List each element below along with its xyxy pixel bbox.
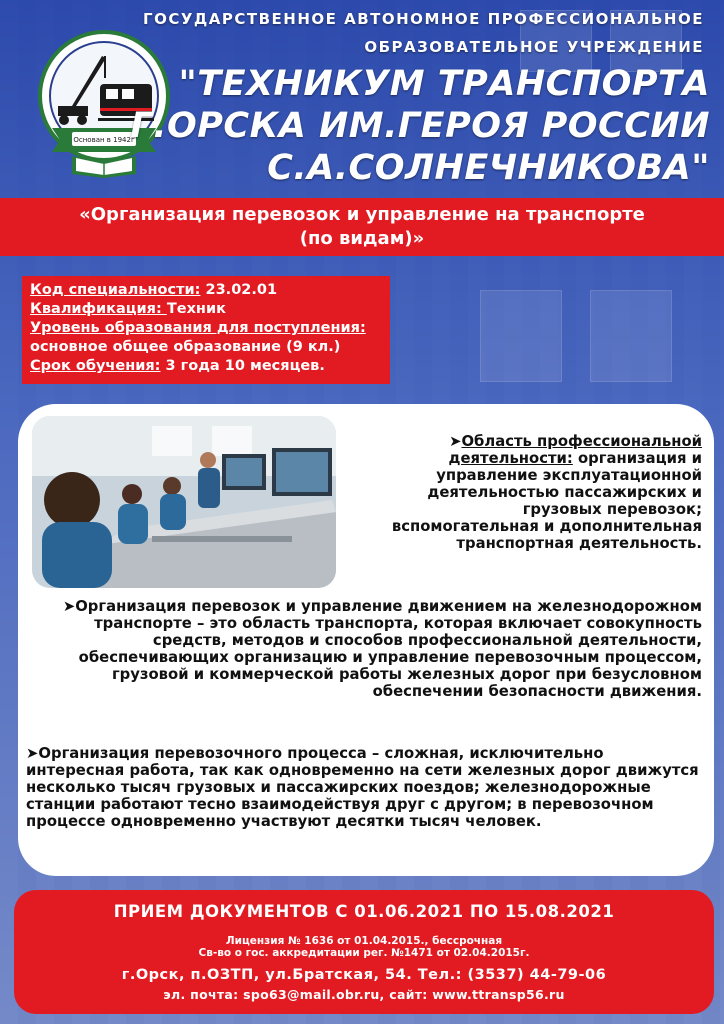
college-name-line-2: Г.ОРСКА ИМ.ГЕРОЯ РОССИИ: [130, 106, 710, 146]
education-level-value: основное общее образование (9 кл.): [30, 339, 341, 355]
qualification-label: Квалификация:: [30, 301, 167, 317]
education-level-label: Уровень образования для поступления:: [30, 320, 366, 336]
logo-founded: Основан в 1942г: [73, 136, 135, 144]
accreditation-text: Св-во о гос. аккредитации рег. №1471 от 02.04.2015г.: [198, 947, 530, 959]
arrow-icon: ➤: [26, 745, 39, 762]
study-term-label: Срок обучения:: [30, 358, 161, 374]
study-term: [30, 357, 382, 376]
professional-area-text: организация и управление эксплуатационной деятельностью пассажирских и грузовых перевозок; вспомогательная и дополнительная транспортная деятельность.: [391, 450, 702, 552]
arrow-icon: ➤: [62, 598, 76, 615]
specialty-title-band: [0, 198, 724, 256]
qualification-value: Техник: [166, 301, 226, 317]
license-info: [14, 935, 714, 959]
header-line-2: ОБРАЗОВАТЕЛЬНОЕ УЧРЕЖДЕНИЕ: [364, 38, 704, 56]
college-logo: [28, 28, 180, 180]
specialty-code: [30, 281, 382, 300]
college-name-line-3: С.А.СОЛНЕЧНИКОВА": [267, 148, 710, 188]
background-window: [590, 290, 672, 382]
students-control-room-photo: [32, 416, 336, 588]
college-name-line-1: "ТЕХНИКУМ ТРАНСПОРТА: [178, 64, 710, 104]
transport-process-text: Организация перевозочного процесса – сложная, исключительно интересная работа, так как одновременно на сети железных дорог движутся несколько тысяч грузовых и пассажирских поездов; железнодорожные станции работают тесно взаимодействуя друг с другом; в перевозочном процессе одновременно участвуют десятки тысяч человек.: [26, 745, 699, 830]
specialty-title-line-1: «Организация перевозок и управление на транспорте: [79, 204, 645, 225]
arrow-icon: ➤: [449, 433, 462, 450]
code-value: 23.02.01: [200, 282, 278, 298]
header-line-1: ГОСУДАРСТВЕННОЕ АВТОНОМНОЕ ПРОФЕССИОНАЛЬНОЕ: [143, 10, 704, 28]
admission-dates: ПРИЕМ ДОКУМЕНТОВ С 01.06.2021 ПО 15.08.2021: [113, 902, 615, 921]
code-label: Код специальности:: [30, 282, 201, 298]
footer-panel: [14, 890, 714, 1014]
license-text: Лицензия № 1636 от 01.04.2015., бессрочная: [225, 935, 503, 947]
professional-area-paragraph: [380, 433, 702, 552]
qualification: [30, 300, 382, 319]
transport-process-paragraph: [26, 745, 706, 830]
railway-transport-text: Организация перевозок и управление движением на железнодорожном транспорте – это область транспорта, которая включает совокупность средств, методов и способов профессиональной деятельности, обеспечивающих организацию и управление перевозочным процессом, грузовой и коммерческой работы железных дорог при безусловном обеспечении безопасности движения.: [75, 598, 702, 700]
professional-area-label: Область профессиональной деятельности:: [448, 433, 702, 467]
email-website: эл. почта: spo63@mail.obr.ru, сайт: www.ttransp56.ru: [163, 987, 565, 1002]
specialty-info-box: [22, 276, 390, 384]
education-level: [30, 319, 382, 357]
study-term-value: 3 года 10 месяцев.: [160, 358, 325, 374]
address-phone: г.Орск, п.ОЗТП, ул.Братская, 54. Тел.: (3537) 44-79-06: [121, 967, 607, 983]
specialty-title-line-2: (по видам)»: [299, 228, 425, 249]
background-window: [480, 290, 562, 382]
railway-transport-paragraph: [30, 598, 702, 700]
